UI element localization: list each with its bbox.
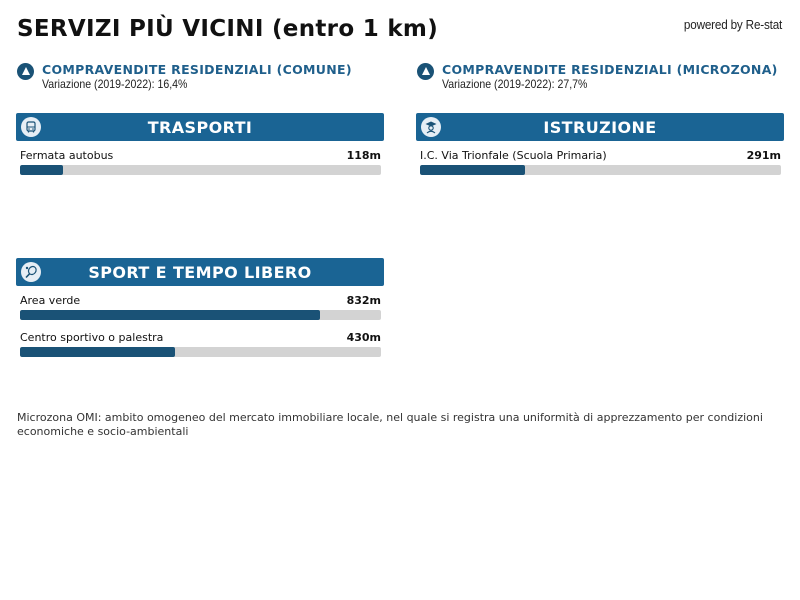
service-distance: 118m (346, 149, 381, 162)
card-header (16, 113, 384, 141)
footnote: Microzona OMI: ambito omogeneo del mercato immobiliare locale, nel quale si registra una uniformità di apprezzamento per condizioni economiche e socio-ambientali (17, 411, 763, 438)
service-distance: 430m (346, 331, 381, 344)
service-row (416, 141, 784, 178)
card-header (16, 258, 384, 286)
distance-bar-fill (20, 165, 63, 175)
triangle-icon (417, 63, 434, 80)
powered-by-label: powered by Re-stat (683, 17, 782, 32)
service-label: I.C. Via Trionfale (Scuola Primaria) (420, 149, 607, 162)
triangle-icon (17, 63, 34, 80)
card-title: ISTRUZIONE (543, 117, 657, 137)
service-label: Fermata autobus (20, 149, 114, 162)
stat-variation: Variazione (2019-2022): 27,7% (442, 77, 588, 91)
service-row (16, 286, 384, 323)
distance-bar (20, 165, 381, 175)
service-distance: 832m (346, 294, 381, 307)
distance-bar (20, 310, 381, 320)
service-distance: 291m (746, 149, 781, 162)
card-sport-tempo-libero (16, 258, 384, 360)
bus-icon (21, 117, 41, 137)
distance-bar (420, 165, 781, 175)
card-istruzione (416, 113, 784, 178)
card-title: SPORT E TEMPO LIBERO (88, 262, 312, 282)
service-row (16, 141, 384, 178)
stat-title: COMPRAVENDITE RESIDENZIALI (COMUNE) (42, 62, 352, 77)
page-title: SERVIZI PIÙ VICINI (entro 1 km) (17, 16, 439, 42)
card-header (416, 113, 784, 141)
stat-title: COMPRAVENDITE RESIDENZIALI (MICROZONA) (442, 62, 778, 77)
distance-bar-fill (20, 347, 175, 357)
service-label: Centro sportivo o palestra (20, 331, 164, 344)
service-label: Area verde (20, 294, 81, 307)
tennis-racket-icon (21, 262, 41, 282)
card-title: TRASPORTI (147, 117, 253, 137)
stat-variation: Variazione (2019-2022): 16,4% (42, 77, 188, 91)
card-trasporti (16, 113, 384, 178)
service-row (16, 323, 384, 360)
distance-bar-fill (20, 310, 320, 320)
distance-bar (20, 347, 381, 357)
distance-bar-fill (420, 165, 525, 175)
student-icon (421, 117, 441, 137)
